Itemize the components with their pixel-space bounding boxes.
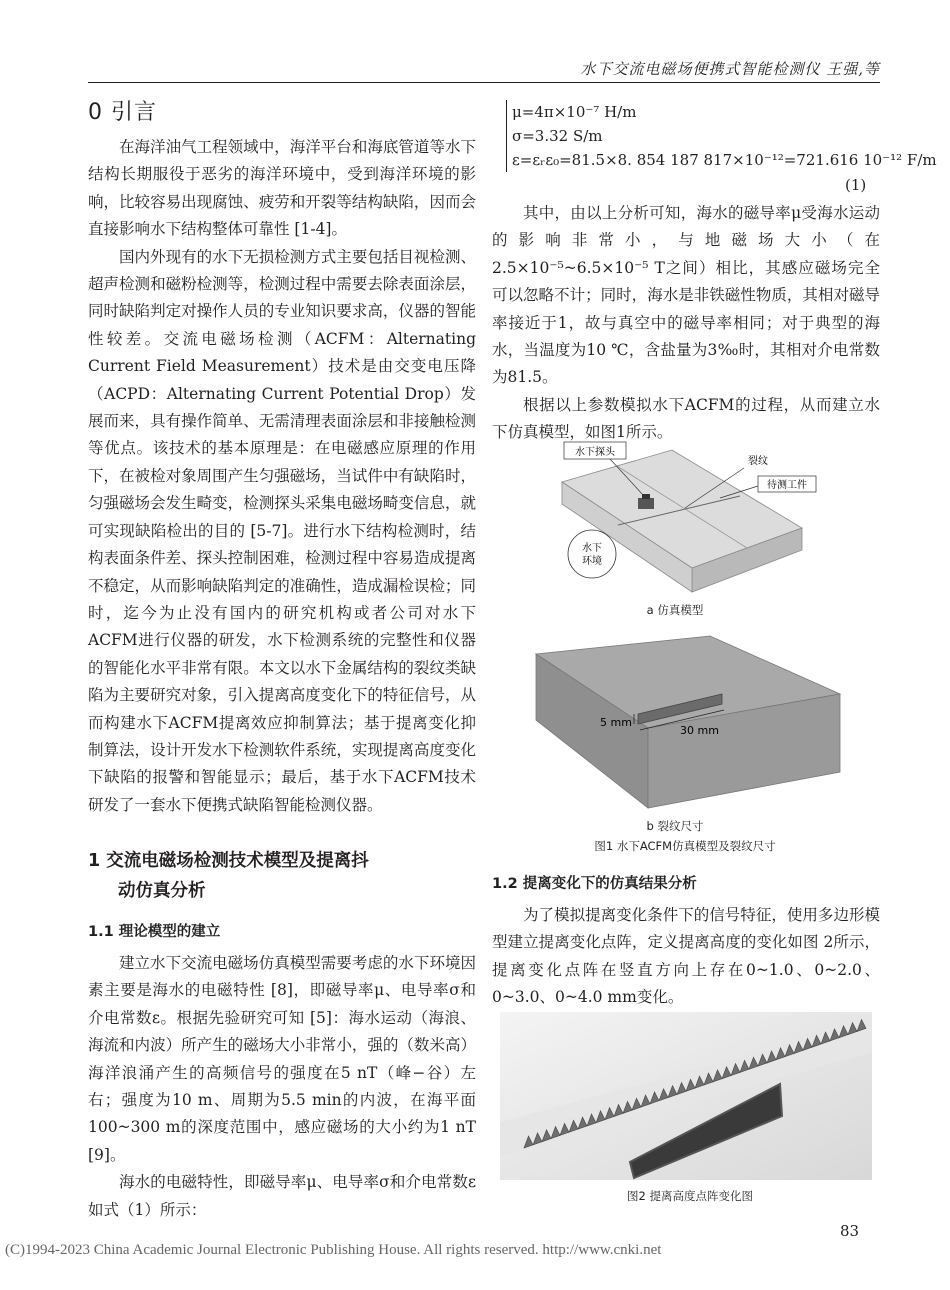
right-column-1-2 [492, 902, 880, 1012]
label-workpiece: 待测工件 [767, 480, 807, 491]
left-column-intro [88, 134, 476, 819]
copyright-footer: (C)1994-2023 China Academic Journal Electronic Publishing House. All rights reserved. http://www.cnki.net [5, 1242, 662, 1258]
equation-line-epsilon: ε=εᵣε₀=81.5×8. 854 187 817×10⁻¹²=721.616 10⁻¹² F/m [512, 151, 937, 169]
right-column-text [492, 200, 880, 447]
simulation-model-diagram [530, 430, 830, 600]
figure-1b-caption: b 裂纹尺寸 [646, 819, 704, 833]
section-1-title-line1: 1 交流电磁场检测技术模型及提离抖 [88, 851, 369, 871]
page-number: 83 [840, 1222, 860, 1240]
crack-dimension-diagram [530, 632, 850, 812]
analysis-paragraph-1: 其中，由以上分析可知，海水的磁导率μ受海水运动的影响非常小，与地磁场大小（在2.5×10⁻⁵~6.5×10⁻⁵ T之间）相比，其感应磁场完全可以忽略不计；同时，海水是非铁磁性物质，其相对磁导率接近于1，故与真空中的磁导率相同；对于典型的海水，当温度为10 ℃，含盐量为3‰时，其相对介电常数为81.5。 [492, 204, 880, 387]
equation-line-sigma: σ=3.32 S/m [512, 127, 603, 145]
section-1-title [88, 846, 476, 906]
label-probe: 水下探头 [575, 447, 615, 458]
figure-1a-caption: a 仿真模型 [646, 603, 704, 617]
equation-number: (1) [845, 176, 867, 194]
section-1-title-line2: 动仿真分析 [118, 881, 206, 901]
subsection-1-2-title: 1.2 提离变化下的仿真结果分析 [492, 876, 697, 892]
liftoff-lattice-diagram [500, 1012, 872, 1180]
probe-body [638, 498, 654, 509]
dim-height-label: 5 mm [600, 716, 632, 729]
figure-1-caption: 图1 水下ACFM仿真模型及裂纹尺寸 [594, 839, 776, 853]
left-column-1-1 [88, 950, 476, 1224]
liftoff-paragraph: 为了模拟提离变化条件下的信号特征，使用多边形模型建立提离变化点阵，定义提离高度的变化如图 2所示，提离变化点阵在竖直方向上存在0~1.0、0~2.0、0~3.0、0~4.0 mm变化。 [492, 906, 880, 1007]
intro-paragraph-1: 在海洋油气工程领域中，海洋平台和海底管道等水下结构长期服役于恶劣的海洋环境中，受到海洋环境的影响，比较容易出现腐蚀、疲劳和开裂等结构缺陷，因而会直接影响水下结构整体可靠性 [1-4]。 [88, 138, 476, 239]
intro-paragraph-2: 国内外现有的水下无损检测方式主要包括目视检测、超声检测和磁粉检测等，检测过程中需要去除表面涂层，同时缺陷判定对操作人员的专业知识要求高，仪器的智能性较差。交流电磁场检测（ACFM：Alternating Current Field Measurement）技术是由交变电压降（ACPD：Alternating Current Potential Drop）发展而来，具有操作简单、无需清理表面涂层和非接触检测等优点。该技术的基本原理是：在电磁感应原理的作用下，在被检对象周围产生匀强磁场，当试件中有缺陷时，匀强磁场会发生畸变，检测探头采集电磁场畸变信息，就可实现缺陷检出的目的 [5-7]。进行水下结构检测时，结构表面条件差、探头控制困难，检测过程中容易造成提离不稳定，从而影响缺陷判定的准确性，造成漏检误检；同时，迄今为止没有国内的研究机构或者公司对水下ACFM进行仪器的研发，水下检测系统的完整性和仪器的智能化水平非常有限。本文以水下金属结构的裂纹类缺陷为主要研究对象，引入提离高度变化下的特征信号，从而构建水下ACFM提离效应抑制算法；基于提离变化抑制算法，设计开发水下检测软件系统，实现提离高度变化下缺陷的报警和智能显示；最后，基于水下ACFM技术研发了一套水下便携式缺陷智能检测仪器。 [88, 247, 476, 814]
label-env-line1: 水下 [582, 543, 602, 554]
running-header: 水下交流电磁场便携式智能检测仪 王强,等 [580, 60, 880, 78]
theory-paragraph-1: 建立水下交流电磁场仿真模型需要考虑的水下环境因素主要是海水的电磁特性 [8]，即磁导率μ、电导率σ和介电常数ε。根据先验研究可知 [5]：海水运动（海浪、海流和内波）所产生的磁场大小非常小，强的（数米高）海洋浪涌产生的高频信号的强度在5 nT（峰−谷）左右；强度为10 m、周期为5.5 min的内波，在海平面100~300 m的深度范围中，感应磁场的大小约为1 nT [9]。 [88, 954, 476, 1164]
dim-length-label: 30 mm [680, 724, 719, 737]
equation-line-mu: μ=4π×10⁻⁷ H/m [512, 103, 637, 121]
subsection-1-1-title: 1.1 理论模型的建立 [88, 924, 221, 940]
environment-circle [568, 530, 616, 578]
figure-1a [530, 430, 830, 600]
section-0-title: 0 引言 [88, 100, 157, 125]
figure-2-caption: 图2 提离高度点阵变化图 [627, 1189, 753, 1203]
equation-1 [506, 100, 937, 172]
figure-1b [530, 632, 850, 812]
analysis-paragraph-2: 根据以上参数模拟水下ACFM的过程，从而建立水下仿真模型，如图1所示。 [492, 395, 880, 442]
label-crack: 裂纹 [748, 456, 768, 467]
label-env-line2: 环境 [582, 556, 602, 567]
theory-paragraph-2: 海水的电磁特性，即磁导率μ、电导率σ和介电常数ε如式（1）所示： [88, 1173, 476, 1219]
header-rule [88, 82, 880, 83]
figure-2 [500, 1012, 872, 1180]
